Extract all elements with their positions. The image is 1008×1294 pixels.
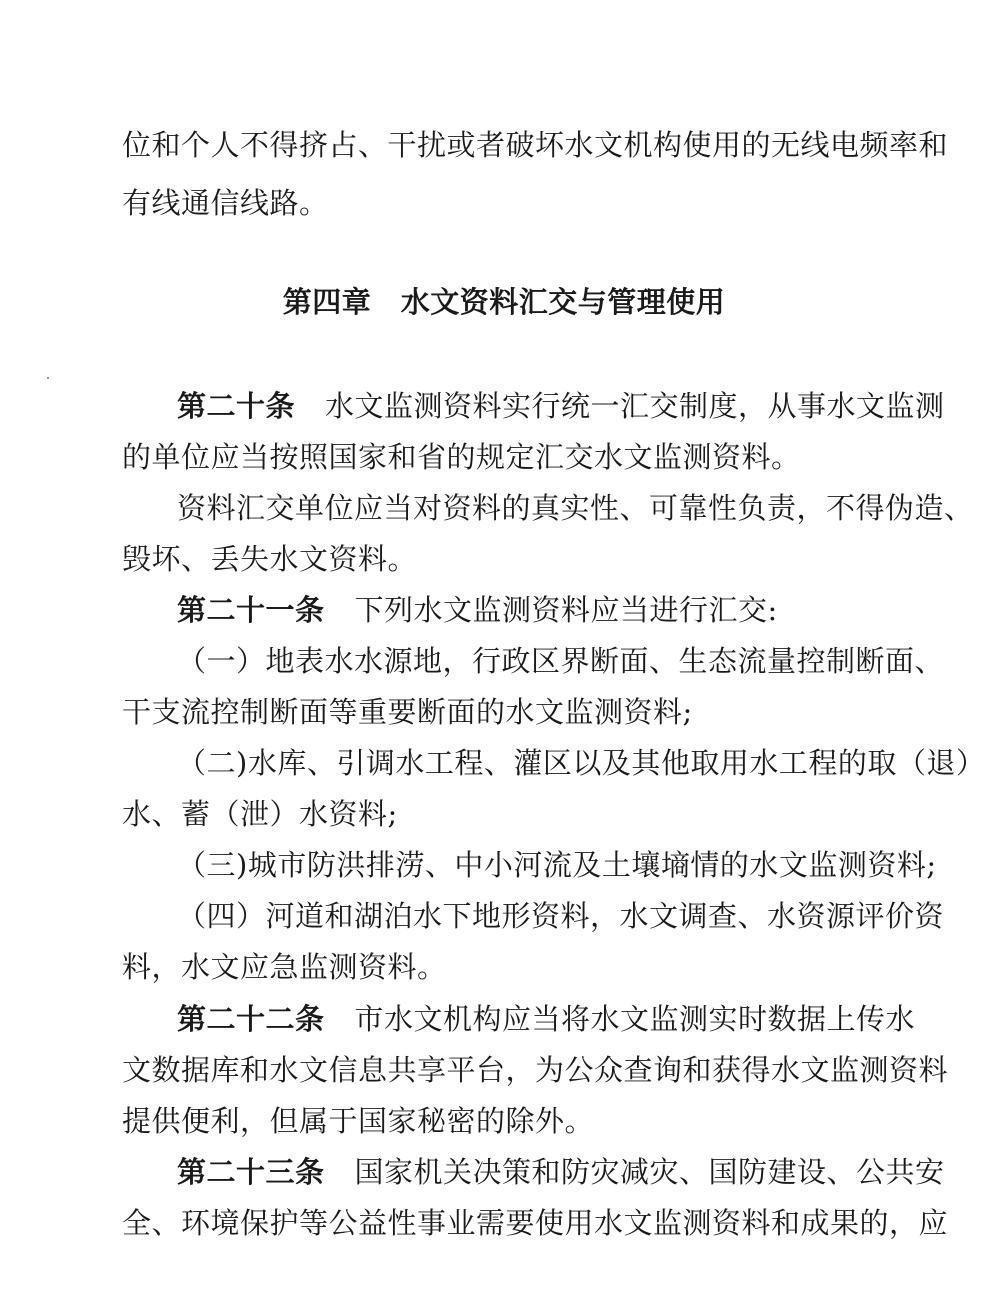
article-22-label: 第二十二条 (177, 1002, 325, 1036)
article-21-item-1-line-2: 干支流控制断面等重要断面的水文监测资料; (122, 695, 693, 729)
article-23-text: 国家机关决策和防灾减灾、国防建设、公共安 (354, 1155, 945, 1189)
article-21-intro: 下列水文监测资料应当进行汇交: (354, 593, 778, 627)
article-22-line-3: 提供便利，但属于国家秘密的除外。 (122, 1104, 595, 1138)
article-20-line-2: 的单位应当按照国家和省的规定汇交水文监测资料。 (122, 440, 801, 474)
article-21-line-1 (177, 593, 942, 627)
article-21-item-2-line-1: （二)水库、引调水工程、灌区以及其他取用水工程的取（退） (177, 746, 986, 780)
article-20-para2-line-2: 毁坏、丢失水文资料。 (122, 542, 418, 576)
article-21-item-3: （三)城市防洪排涝、中小河流及土壤墒情的水文监测资料; (177, 848, 937, 882)
scan-speck (47, 377, 49, 379)
continuation-line-2: 有线通信线路。 (122, 186, 329, 220)
article-22-line-2: 文数据库和水文信息共享平台，为公众查询和获得水文监测资料 (122, 1053, 949, 1087)
article-23-line-1 (177, 1155, 945, 1189)
article-21-item-4-line-2: 料，水文应急监测资料。 (122, 950, 447, 984)
article-22-line-1 (177, 1002, 916, 1036)
article-21-item-4-line-1: （四）河道和湖泊水下地形资料，水文调查、水资源评价资 (177, 899, 945, 933)
article-23-label: 第二十三条 (177, 1155, 325, 1189)
article-20-line-1 (177, 389, 945, 423)
article-21-item-1-line-1: （一）地表水水源地，行政区界断面、生态流量控制断面、 (177, 644, 945, 678)
article-21-item-2-line-2: 水、蓄（泄）水资料; (122, 797, 398, 831)
article-22-text: 市水文机构应当将水文监测实时数据上传水 (354, 1002, 916, 1036)
article-23-line-2: 全、环境保护等公益性事业需要使用水文监测资料和成果的，应 (122, 1206, 949, 1240)
chapter-title: 第四章 水文资料汇交与管理使用 (282, 285, 726, 319)
article-20-para2-line-1: 资料汇交单位应当对资料的真实性、可靠性负责，不得伪造、 (177, 491, 974, 525)
article-20-label: 第二十条 (177, 389, 296, 423)
article-20-text: 水文监测资料实行统一汇交制度，从事水文监测 (325, 389, 945, 423)
continuation-line-1: 位和个人不得挤占、干扰或者破坏水文机构使用的无线电频率和 (122, 128, 949, 162)
article-21-label: 第二十一条 (177, 593, 325, 627)
